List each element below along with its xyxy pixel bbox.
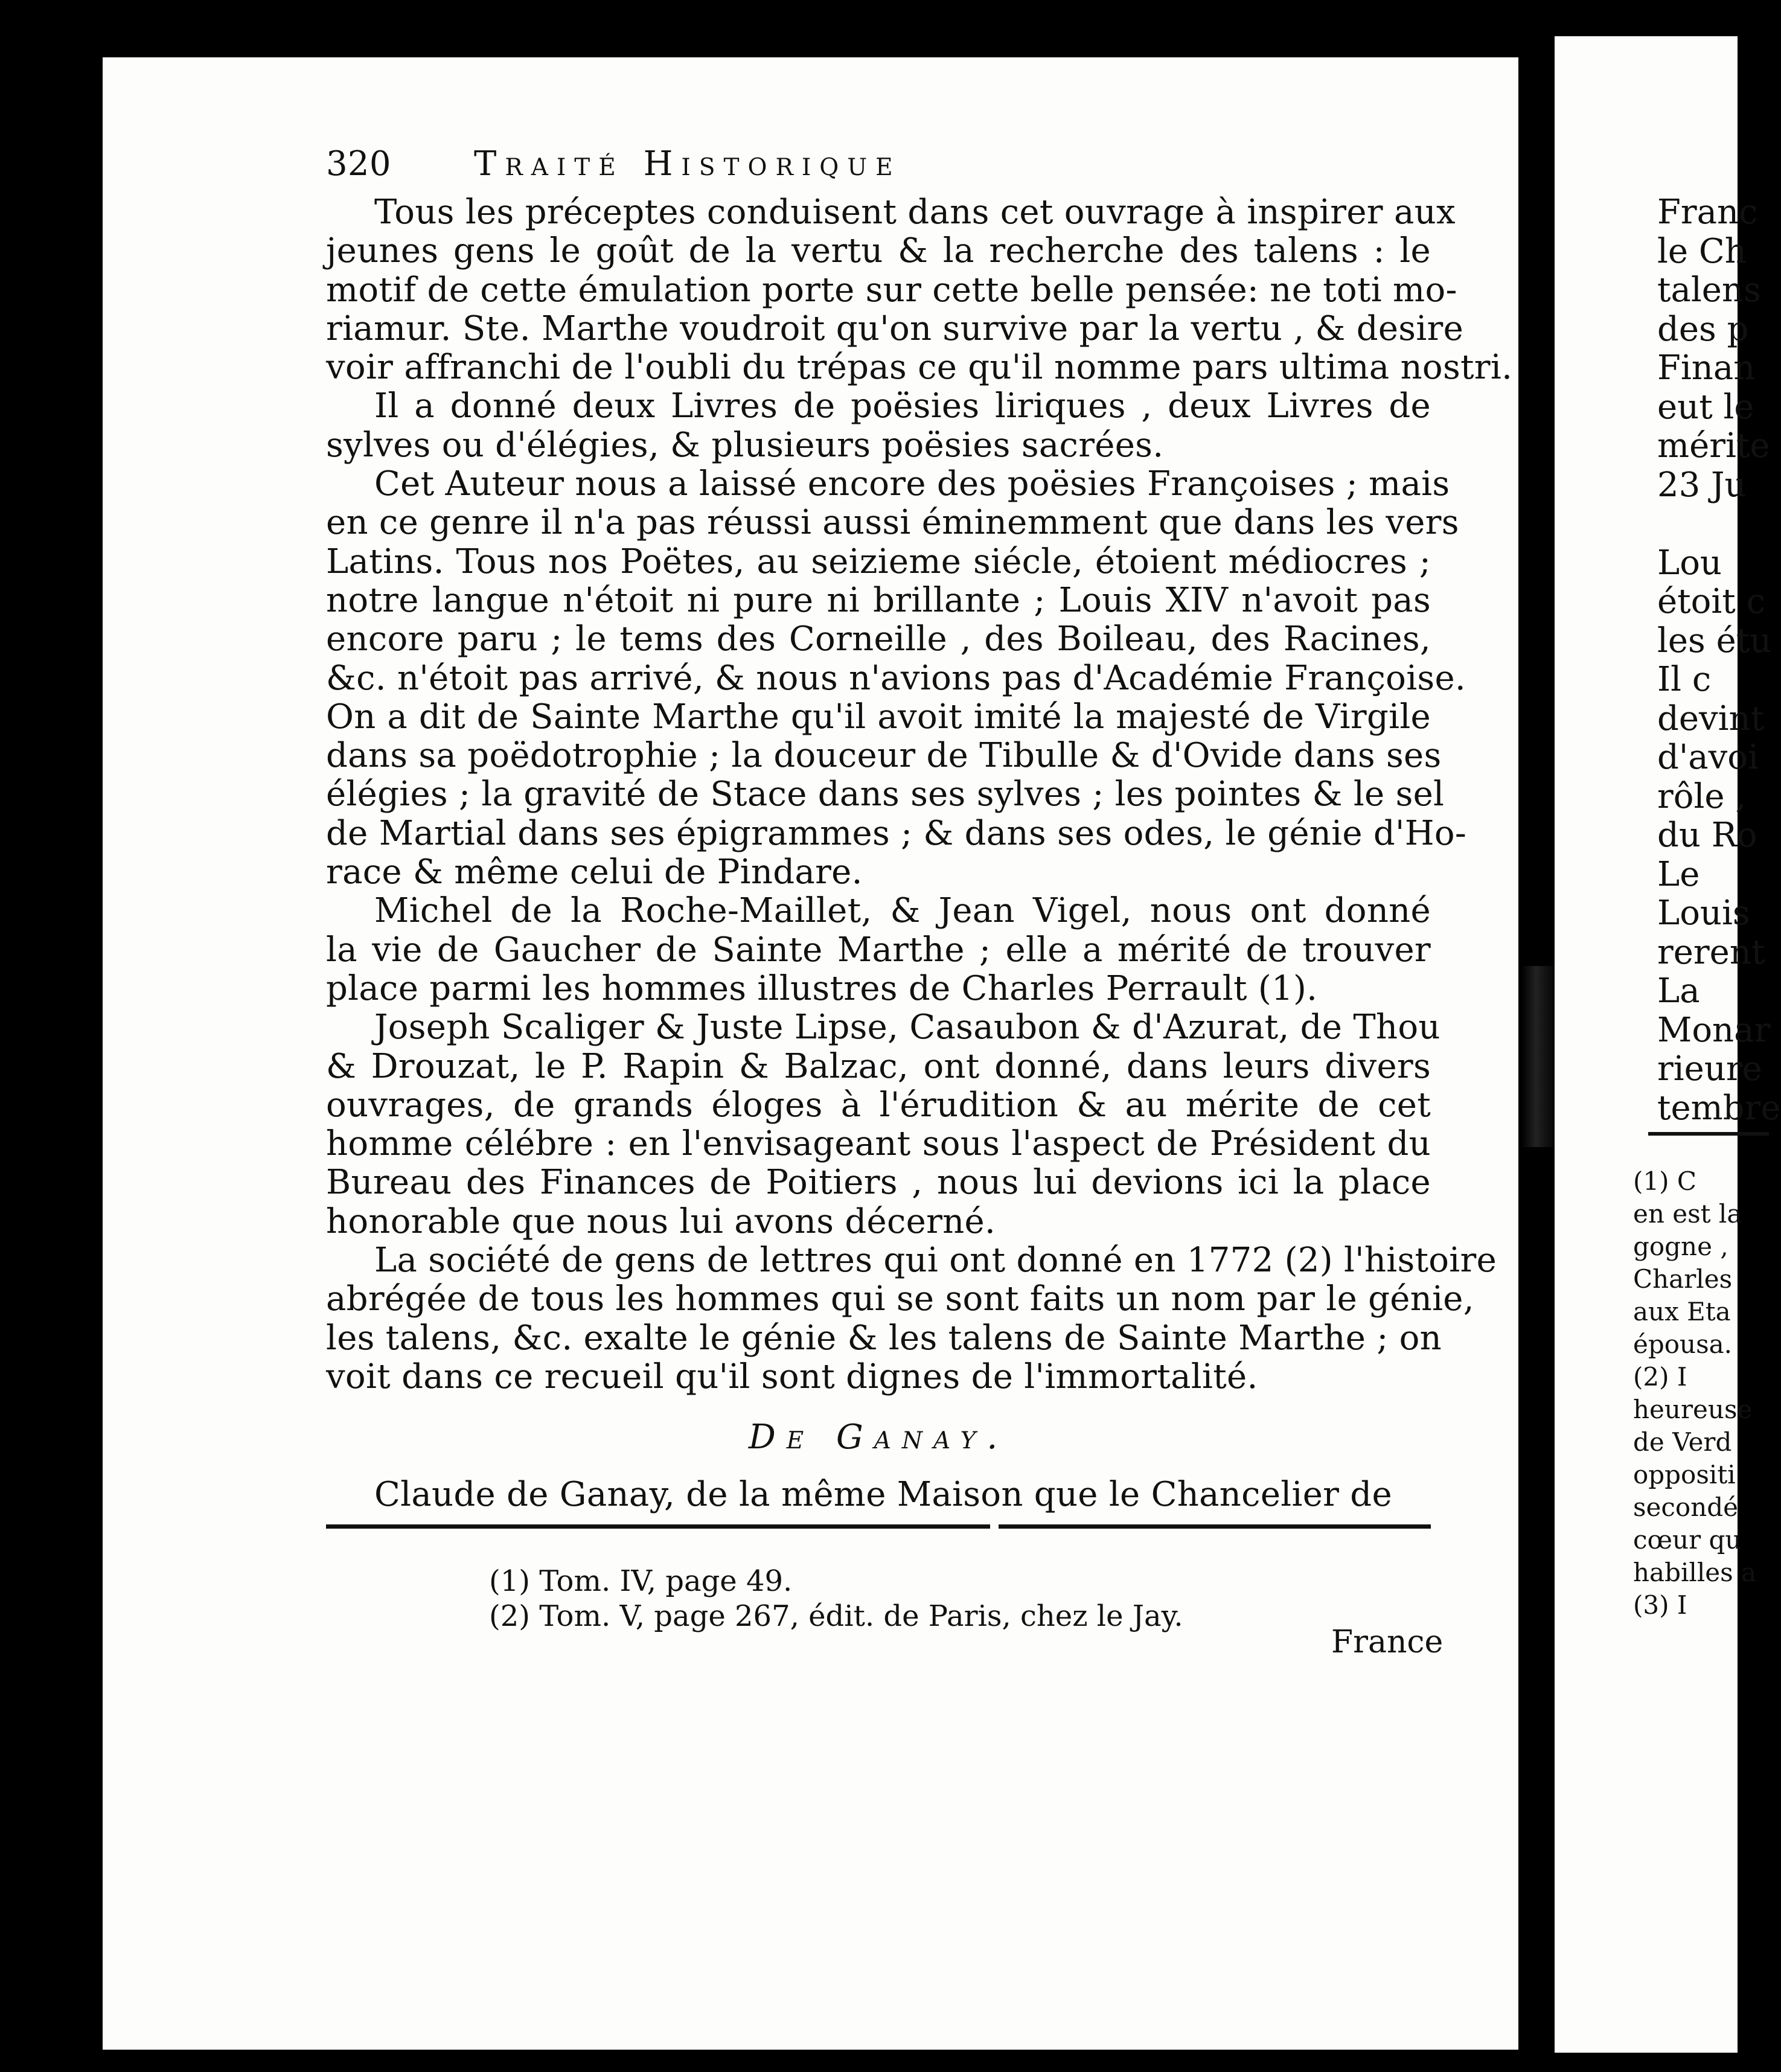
text-line: homme célébre : en l'envisageant sous l'aspect de Président du [326,1124,1431,1164]
right-page-note-line: gogne , [1633,1232,1728,1261]
text-line: la vie de Gaucher de Sainte Marthe ; elle a mérité de trouver [326,930,1431,970]
page-number: 320 [326,144,391,184]
right-page-note-line: habilles a [1633,1558,1757,1587]
right-page-line [1657,505,1781,544]
text-line: en ce genre il n'a pas réussi aussi éminemment que dans les vers [326,503,1459,543]
right-page-text [1657,193,1781,1128]
right-page-line: rieure [1657,1049,1762,1089]
text-line: &c. n'étoit pas arrivé, & nous n'avions pas d'Académie Françoise. [326,658,1466,698]
text-line: notre langue n'étoit ni pure ni brillante ; Louis XIV n'avoit pas [326,580,1431,620]
right-page-note-line: (2) I [1633,1362,1687,1392]
text-line: Claude de Ganay, de la même Maison que le Chancelier de [374,1474,1392,1514]
right-page-note-line: (3) I [1633,1590,1687,1620]
right-page-line: mérite [1657,426,1770,465]
right-page-line: eut le [1657,387,1754,427]
right-page-line: les étu [1657,621,1772,660]
ganay-paragraph [326,1476,1431,1514]
text-line: Tous les préceptes conduisent dans cet ouvrage à inspirer aux [374,193,1456,232]
right-page-line: rerent [1657,932,1765,972]
footnotes [489,1564,1183,1634]
footnote: (1) Tom. IV, page 49. [489,1564,793,1598]
text-line: honorable que nous lui avons décerné. [326,1201,996,1241]
right-page-line: Monar [1657,1010,1771,1050]
paragraph [326,892,1431,1008]
section-heading: De Ganay. [748,1418,1009,1457]
gutter-shadow [1521,966,1558,1147]
right-page-note-line: en est la [1633,1199,1742,1229]
text-line: Bureau des Finances de Poitiers , nous lui devions ici la place [326,1163,1431,1203]
right-page-line: 23 Ju [1657,465,1747,505]
right-page-note-line: heureuse [1633,1395,1753,1424]
running-title: Traité Historique [474,144,901,184]
right-page-line: des p [1657,309,1749,349]
text-line: dans sa poëdotrophie ; la douceur de Tibulle & d'Ovide dans ses [326,736,1442,776]
right-page-note-line: secondé [1633,1492,1739,1522]
text-line: encore paru ; le tems des Corneille , des Boileau, des Racines, [326,619,1431,659]
footnote: (2) Tom. V, page 267, édit. de Paris, chez le Jay. [489,1599,1183,1633]
right-page-note-line: épousa. [1633,1329,1733,1359]
right-page-line: La [1657,971,1700,1011]
right-page-footnote-rule [1648,1132,1769,1136]
right-page-line: Le [1657,854,1700,894]
text-line: sylves ou d'élégies, & plusieurs poësies sacrées. [326,425,1164,465]
running-head [326,145,1431,193]
text-line: voir affranchi de l'oubli du trépas ce qu'il nomme pars ultima nostri. [326,348,1513,388]
text-line: La société de gens de lettres qui ont donné en 1772 (2) l'histoire [374,1241,1497,1281]
paragraph [326,1241,1497,1396]
text-line: Cet Auteur nous a laissé encore des poësies Françoises ; mais [374,464,1450,504]
text-line: Michel de la Roche-Maillet, & Jean Vigel, nous ont donné [374,891,1431,931]
text-line: voit dans ce recueil qu'il sont dignes de l'immortalité. [326,1357,1258,1396]
right-page-line: talens [1657,270,1761,310]
right-page-note-line: Charles [1633,1264,1733,1294]
right-page-line: rôle , [1657,776,1747,816]
right-page-note-line: oppositi [1633,1460,1736,1489]
right-page-line: d'avoi [1657,738,1759,777]
paragraph [326,387,1431,465]
catchword: France [1331,1624,1444,1660]
right-page-line: devint [1657,699,1765,738]
right-page-line: Finan [1657,348,1756,388]
right-page [1555,36,1781,2053]
right-page-note-line: cœur qu [1633,1525,1742,1555]
right-page-line: Il c [1657,660,1712,699]
right-page-line: Franc [1657,193,1758,232]
text-line: race & même celui de Pindare. [326,852,863,892]
right-page-line: le Ch [1657,231,1747,271]
right-page-line: du Ro [1657,816,1757,855]
text-line: élégies ; la gravité de Stace dans ses sylves ; les pointes & le sel [326,775,1445,814]
text-line: motif de cette émulation porte sur cette belle pensée: ne toti mo- [326,270,1457,310]
text-line: les talens, &c. exalte le génie & les talens de Sainte Marthe ; on [326,1318,1442,1358]
text-line: & Drouzat, le P. Rapin & Balzac, ont donné, dans leurs divers [326,1046,1431,1086]
text-line: Joseph Scaliger & Juste Lipse, Casaubon & d'Azurat, de Thou [374,1008,1440,1047]
right-page-line: étoit c [1657,582,1765,621]
text-line: On a dit de Sainte Marthe qu'il avoit imité la majesté de Virgile [326,697,1431,737]
paragraph [326,464,1467,892]
text-line: jeunes gens le goût de la vertu & la recherche des talens : le [326,231,1431,271]
right-page-line: Lou [1657,543,1722,583]
text-line: abrégée de tous les hommes qui se sont faits un nom par le génie, [326,1279,1474,1319]
right-page-note-line: de Verd [1633,1427,1732,1457]
paragraph [326,1476,1431,1514]
right-page-footnotes [1633,1165,1756,1622]
text-line: place parmi les hommes illustres de Charles Perrault (1). [326,968,1318,1008]
footnote-rule [326,1524,1431,1529]
text-line: Latins. Tous nos Poëtes, au seizieme siécle, étoient médiocres ; [326,542,1431,581]
body-text [326,193,1513,1396]
paragraph [326,193,1513,388]
text-line: ouvrages, de grands éloges à l'érudition & au mérite de cet [326,1085,1431,1125]
right-page-note-line: aux Eta [1633,1297,1731,1326]
text-line: Il a donné deux Livres de poësies liriques , deux Livres de [374,386,1431,426]
right-page-line: Louis [1657,894,1750,933]
right-page-note-line: (1) C [1633,1166,1696,1196]
paragraph [326,1008,1440,1241]
right-page-line: tembre [1657,1088,1781,1128]
text-line: riamur. Ste. Marthe voudroit qu'on survive par la vertu , & desire [326,309,1464,348]
left-page-content [326,144,1513,1514]
text-line: de Martial dans ses épigrammes ; & dans ses odes, le génie d'Ho- [326,813,1467,853]
